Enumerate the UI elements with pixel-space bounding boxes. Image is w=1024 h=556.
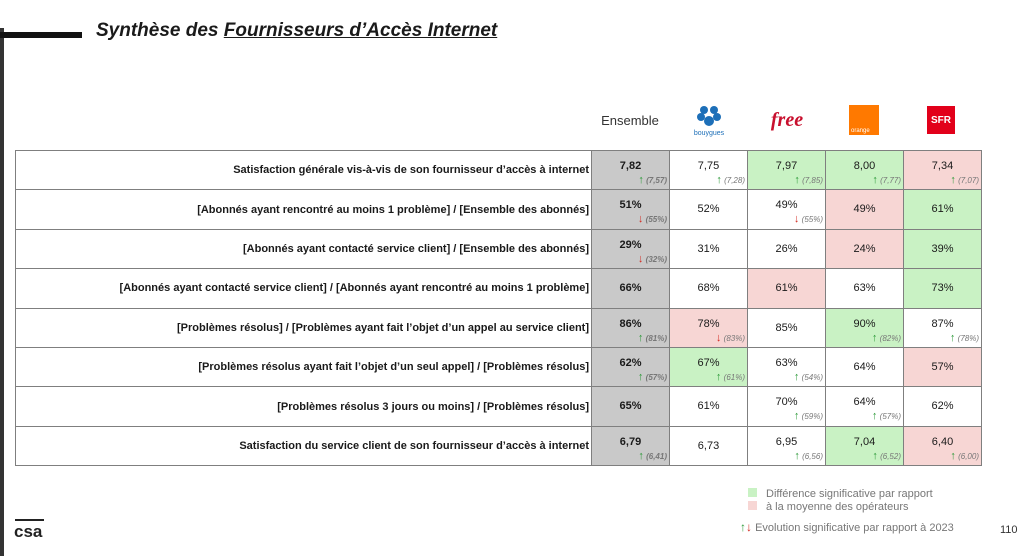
cell-sfr xyxy=(904,347,982,386)
legend-down-arrow-icon: ↓ xyxy=(746,520,752,534)
cell-previous-value xyxy=(592,213,667,225)
cell-sfr xyxy=(904,269,982,308)
cell-value: 6,95 xyxy=(775,435,798,448)
bouygues-logo xyxy=(670,100,748,140)
cell-value: 66% xyxy=(619,282,642,295)
cell-orange xyxy=(826,190,904,229)
up-arrow-icon: ↑ xyxy=(871,410,878,423)
cell-previous-value xyxy=(748,410,823,422)
cell-ensemble xyxy=(592,308,670,347)
cell-orange xyxy=(826,347,904,386)
cell-previous-value xyxy=(748,371,823,383)
cell-free xyxy=(748,269,826,308)
cell-previous-value xyxy=(592,450,667,462)
cell-previous-value xyxy=(670,371,745,383)
cell-previous-value xyxy=(826,410,901,422)
cell-value: 39% xyxy=(931,242,954,255)
previous-value-text: (83%) xyxy=(723,333,745,343)
legend-significance-text-1: Différence significative par rapport xyxy=(766,488,933,500)
cell-value: 70% xyxy=(775,396,798,409)
previous-value-text: (59%) xyxy=(801,412,823,422)
down-arrow-icon: ↓ xyxy=(637,213,644,226)
cell-value: 63% xyxy=(853,282,876,295)
up-arrow-icon: ↑ xyxy=(872,449,878,462)
cell-value: 24% xyxy=(853,242,876,255)
previous-value-text: (57%) xyxy=(645,372,667,382)
legend-evolution-text: Evolution significative par rapport à 2023 xyxy=(755,522,954,534)
cell-value: 7,04 xyxy=(853,435,876,448)
cell-value: 49% xyxy=(853,203,876,216)
title-accent-bar xyxy=(0,32,82,38)
row-label: [Problèmes résolus 3 jours ou moins] / [Problèmes résolus] xyxy=(16,387,592,426)
legend-row-average xyxy=(748,501,933,514)
up-arrow-icon: ↑ xyxy=(638,449,644,462)
cell-value: 6,40 xyxy=(931,435,954,448)
table-row xyxy=(16,308,982,347)
synthesis-table-body xyxy=(16,151,982,466)
cell-free xyxy=(748,151,826,190)
cell-value: 62% xyxy=(931,400,954,413)
row-label: [Abonnés ayant rencontré au moins 1 problème] / [Ensemble des abonnés] xyxy=(16,190,592,229)
synthesis-table xyxy=(15,150,982,466)
free-logo: free xyxy=(770,108,804,131)
up-arrow-icon: ↑ xyxy=(794,174,800,186)
cell-sfr xyxy=(904,229,982,268)
cell-value: 29% xyxy=(619,238,642,251)
cell-bouygues xyxy=(670,151,748,190)
left-rule xyxy=(0,28,4,556)
cell-bouygues xyxy=(670,426,748,465)
previous-value-text: (55%) xyxy=(801,215,823,225)
sfr-logo: SFR xyxy=(902,100,980,140)
cell-sfr xyxy=(904,387,982,426)
row-label: [Abonnés ayant contacté service client] / [Abonnés ayant rencontré au moins 1 problème] xyxy=(16,269,592,308)
previous-value-text: (7,85) xyxy=(802,176,823,185)
up-arrow-icon: ↑ xyxy=(715,370,722,383)
row-label: [Problèmes résolus] / [Problèmes ayant fait l’objet d’un appel au service client] xyxy=(16,308,592,347)
table-row xyxy=(16,190,982,229)
cell-value: 7,97 xyxy=(775,160,798,172)
cell-value: 61% xyxy=(697,400,720,413)
cell-value: 7,34 xyxy=(931,160,954,172)
svg-text:bouygues: bouygues xyxy=(693,130,725,137)
cell-value: 52% xyxy=(697,203,720,216)
cell-previous-value xyxy=(826,450,901,462)
previous-value-text: (7,77) xyxy=(880,176,901,185)
cell-bouygues xyxy=(670,229,748,268)
down-arrow-icon: ↓ xyxy=(715,331,722,344)
up-arrow-icon: ↑ xyxy=(949,331,956,344)
cell-previous-value xyxy=(904,174,979,186)
previous-value-text: (32%) xyxy=(645,254,667,264)
cell-value: 57% xyxy=(931,360,954,373)
legend xyxy=(740,488,954,534)
row-label: [Problèmes résolus ayant fait l’objet d’un seul appel] / [Problèmes résolus] xyxy=(16,347,592,386)
svg-text:csa: csa xyxy=(14,522,43,540)
cell-value: 68% xyxy=(697,282,720,295)
cell-bouygues xyxy=(670,269,748,308)
cell-orange xyxy=(826,308,904,347)
cell-value: 64% xyxy=(853,360,876,373)
cell-value: 78% xyxy=(697,317,720,330)
table-row xyxy=(16,269,982,308)
previous-value-text: (61%) xyxy=(723,372,745,382)
cell-previous-value xyxy=(592,253,667,265)
cell-free xyxy=(748,426,826,465)
table-row xyxy=(16,426,982,465)
cell-sfr xyxy=(904,426,982,465)
cell-previous-value xyxy=(748,174,823,186)
cell-free xyxy=(748,387,826,426)
cell-orange xyxy=(826,269,904,308)
previous-value-text: (57%) xyxy=(879,412,901,422)
cell-value: 61% xyxy=(931,203,954,216)
previous-value-text: (6,41) xyxy=(646,451,667,461)
up-arrow-icon: ↑ xyxy=(637,331,644,344)
legend-green-square xyxy=(748,488,757,497)
up-arrow-icon: ↑ xyxy=(950,449,956,462)
cell-previous-value xyxy=(592,371,667,383)
cell-sfr xyxy=(904,190,982,229)
cell-orange xyxy=(826,151,904,190)
cell-bouygues xyxy=(670,308,748,347)
page-title: Synthèse des Fournisseurs d’Accès Internet xyxy=(96,20,498,41)
row-label: Satisfaction du service client de son fournisseur d’accès à internet xyxy=(16,426,592,465)
cell-value: 6,73 xyxy=(697,439,720,452)
up-arrow-icon: ↑ xyxy=(793,410,800,423)
previous-value-text: (6,56) xyxy=(802,451,823,461)
cell-previous-value xyxy=(748,450,823,462)
page-number: 110 xyxy=(1000,524,1018,536)
cell-free xyxy=(748,308,826,347)
up-arrow-icon: ↑ xyxy=(637,370,644,383)
cell-value: 67% xyxy=(697,356,720,369)
row-label: Satisfaction générale vis-à-vis de son fournisseur d’accès à internet xyxy=(16,151,592,190)
previous-value-text: (6,00) xyxy=(958,451,979,461)
cell-previous-value xyxy=(670,332,745,344)
legend-significance-text-2: à la moyenne des opérateurs xyxy=(766,501,909,513)
cell-previous-value xyxy=(670,174,745,186)
cell-value: 86% xyxy=(619,317,642,330)
cell-value: 51% xyxy=(619,199,642,212)
up-arrow-icon: ↑ xyxy=(871,331,878,344)
previous-value-text: (6,52) xyxy=(880,451,901,461)
up-arrow-icon: ↑ xyxy=(794,449,800,462)
previous-value-text: (82%) xyxy=(879,333,901,343)
orange-logo: orange xyxy=(825,100,903,140)
cell-value: 90% xyxy=(853,317,876,330)
cell-value: 7,75 xyxy=(697,160,720,172)
cell-previous-value xyxy=(826,174,901,186)
previous-value-text: (54%) xyxy=(801,372,823,382)
legend-up-arrow-icon: ↑ xyxy=(740,520,746,534)
cell-value: 49% xyxy=(775,199,798,212)
up-arrow-icon: ↑ xyxy=(872,174,878,186)
cell-free xyxy=(748,347,826,386)
cell-value: 8,00 xyxy=(853,160,876,172)
cell-sfr xyxy=(904,308,982,347)
up-arrow-icon: ↑ xyxy=(638,174,644,186)
cell-previous-value xyxy=(826,332,901,344)
table-row xyxy=(16,387,982,426)
cell-bouygues xyxy=(670,347,748,386)
up-arrow-icon: ↑ xyxy=(950,174,956,186)
cell-ensemble xyxy=(592,387,670,426)
csa-logo xyxy=(14,518,46,545)
previous-value-text: (7,57) xyxy=(646,176,667,185)
cell-sfr xyxy=(904,151,982,190)
table-row xyxy=(16,347,982,386)
cell-free xyxy=(748,229,826,268)
legend-evolution xyxy=(740,521,954,535)
cell-previous-value xyxy=(592,174,667,186)
up-arrow-icon: ↑ xyxy=(793,370,800,383)
cell-value: 7,82 xyxy=(619,160,642,172)
cell-value: 62% xyxy=(619,356,642,369)
cell-free xyxy=(748,190,826,229)
legend-red-square xyxy=(748,501,757,510)
row-label: [Abonnés ayant contacté service client] / [Ensemble des abonnés] xyxy=(16,229,592,268)
cell-ensemble xyxy=(592,151,670,190)
cell-value: 85% xyxy=(775,321,798,334)
cell-orange xyxy=(826,387,904,426)
cell-value: 26% xyxy=(775,242,798,255)
cell-value: 6,79 xyxy=(619,435,642,448)
up-arrow-icon: ↑ xyxy=(716,174,722,186)
cell-bouygues xyxy=(670,190,748,229)
legend-row-significance xyxy=(748,488,933,501)
cell-value: 61% xyxy=(775,282,798,295)
cell-previous-value xyxy=(592,332,667,344)
previous-value-text: (7,07) xyxy=(958,176,979,185)
cell-orange xyxy=(826,229,904,268)
cell-orange xyxy=(826,426,904,465)
cell-previous-value xyxy=(904,332,979,344)
previous-value-text: (78%) xyxy=(957,333,979,343)
cell-value: 31% xyxy=(697,242,720,255)
cell-ensemble xyxy=(592,269,670,308)
cell-value: 73% xyxy=(931,282,954,295)
cell-ensemble xyxy=(592,229,670,268)
cell-bouygues xyxy=(670,387,748,426)
cell-value: 87% xyxy=(931,317,954,330)
column-header-ensemble: Ensemble xyxy=(601,112,659,128)
cell-previous-value xyxy=(748,213,823,225)
table-row xyxy=(16,151,982,190)
previous-value-text: (55%) xyxy=(645,215,667,225)
cell-value: 63% xyxy=(775,356,798,369)
table-row xyxy=(16,229,982,268)
cell-value: 65% xyxy=(619,400,642,413)
previous-value-text: (7,28) xyxy=(724,176,745,185)
cell-ensemble xyxy=(592,190,670,229)
cell-previous-value xyxy=(904,450,979,462)
cell-ensemble xyxy=(592,426,670,465)
cell-value: 64% xyxy=(853,396,876,409)
down-arrow-icon: ↓ xyxy=(793,213,800,226)
cell-ensemble xyxy=(592,347,670,386)
down-arrow-icon: ↓ xyxy=(637,252,644,265)
previous-value-text: (81%) xyxy=(645,333,667,343)
